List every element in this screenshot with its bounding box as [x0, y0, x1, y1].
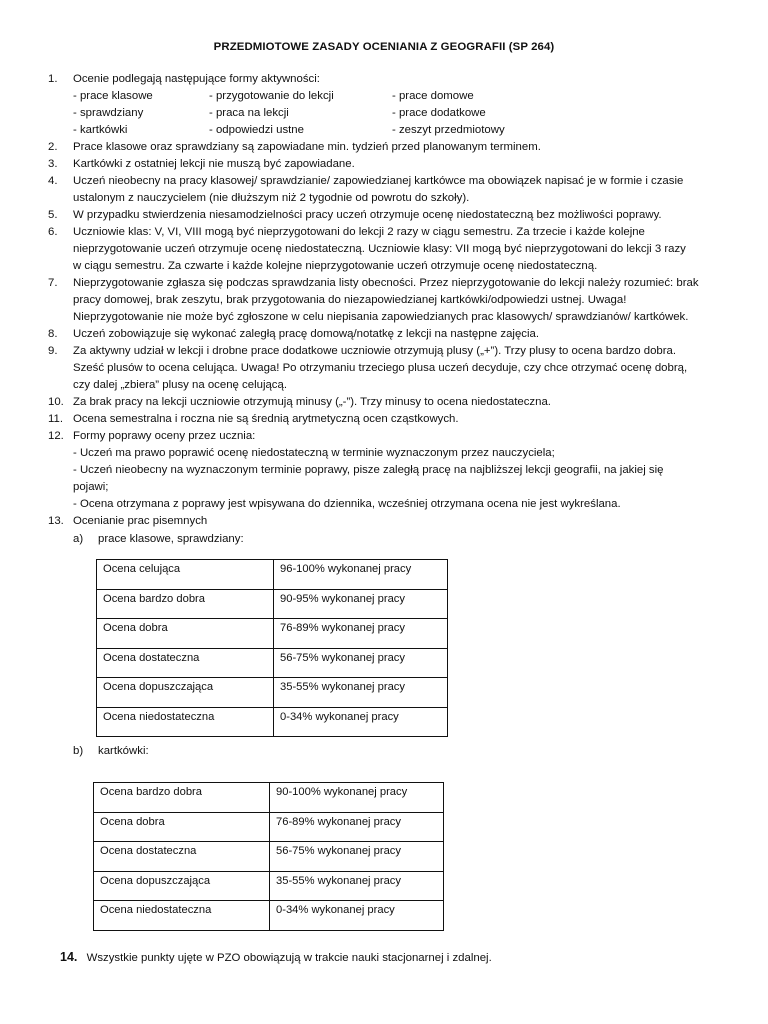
item-text: czy dalej „zbiera” plusy na ocenę celującą.	[73, 379, 288, 391]
subitem-a	[73, 531, 728, 548]
grade-name-cell: Ocena dopuszczająca	[94, 871, 270, 901]
item-text: Ocena semestralna i roczna nie są średnią arytmetyczną ocen cząstkowych.	[73, 413, 459, 425]
table-row	[94, 812, 444, 842]
grade-name-cell: Ocena bardzo dobra	[94, 783, 270, 813]
document-title: PRZEDMIOTOWE ZASADY OCENIANIA Z GEOGRAFII (SP 264)	[213, 41, 555, 53]
grade-threshold-cell: 76-89% wykonanej pracy	[270, 812, 444, 842]
grade-threshold-cell: 90-100% wykonanej pracy	[270, 783, 444, 813]
list-item-4	[48, 173, 728, 207]
item-text: Nieprzygotowanie zgłasza się podczas sprawdzania listy obecności. Przez nieprzygotowanie do lekcji należy rozumieć: brak	[73, 277, 699, 289]
item-number: 12.	[48, 430, 64, 442]
table-row	[97, 619, 448, 649]
list-item-10	[48, 394, 728, 411]
list-item-2	[48, 139, 728, 156]
grade-name-cell: Ocena niedostateczna	[94, 901, 270, 931]
grades-table-tests	[96, 559, 448, 737]
item-text: Ocenianie prac pisemnych	[73, 515, 208, 527]
item-number: 8.	[48, 328, 58, 340]
form-cell: - praca na lekcji	[209, 107, 289, 119]
grade-threshold-cell: 96-100% wykonanej pracy	[274, 560, 448, 590]
grade-name-cell: Ocena dobra	[97, 619, 274, 649]
table-row	[94, 842, 444, 872]
grade-threshold-cell: 56-75% wykonanej pracy	[274, 648, 448, 678]
grade-name-cell: Ocena dobra	[94, 812, 270, 842]
item-number: 11.	[48, 413, 63, 425]
grade-threshold-cell: 35-55% wykonanej pracy	[274, 678, 448, 708]
item-number: 10.	[48, 396, 64, 408]
item-text: Za aktywny udział w lekcji i drobne prace dodatkowe uczniowie otrzymują plusy („+”). Trzy plusy to ocena bardzo dobra.	[73, 345, 677, 357]
list-item-9	[48, 343, 728, 394]
item-number: 13.	[48, 515, 64, 527]
item-text: w ciągu semestru. Za czwarte i każde kolejne nieprzygotowanie uczeń otrzymuje ocenę niedostateczną.	[73, 260, 598, 272]
grade-threshold-cell: 76-89% wykonanej pracy	[274, 619, 448, 649]
item-number: 2.	[48, 141, 58, 153]
form-cell: - prace klasowe	[73, 90, 153, 102]
item-text: - Uczeń nieobecny na wyznaczonym terminie poprawy, pisze zaległą pracę na najbliższej lekcji geografii, na jakiej się	[73, 464, 664, 476]
form-cell: - prace domowe	[392, 90, 474, 102]
item-text: ustalonym z nauczycielem (nie dłuższym niż 2 tygodnie od powrotu do szkoły).	[73, 192, 470, 204]
item-number: 9.	[48, 345, 58, 357]
item-text: Nieprzygotowanie nie może być zgłoszone w celu niepisania zapowiedzianych prac klasowych/ sprawdzianów/ kartkówek.	[73, 311, 689, 323]
list-item-12	[48, 428, 728, 513]
activity-forms	[73, 88, 728, 139]
list-item-14	[60, 948, 492, 967]
table-row	[97, 560, 448, 590]
grades-table-quizzes	[93, 782, 444, 931]
rules-list	[48, 71, 728, 548]
item-number: 14.	[60, 950, 78, 964]
subitem-b	[73, 743, 149, 760]
item-text: Formy poprawy oceny przez ucznia:	[73, 430, 256, 442]
form-cell: - zeszyt przedmiotowy	[392, 124, 505, 136]
table-row	[94, 871, 444, 901]
item-text: Ocenie podlegają następujące formy aktywności:	[73, 73, 320, 85]
table-row	[97, 707, 448, 737]
form-cell: - odpowiedzi ustne	[209, 124, 304, 136]
grade-threshold-cell: 35-55% wykonanej pracy	[270, 871, 444, 901]
form-cell: - kartkówki	[73, 124, 128, 136]
subitem-text: prace klasowe, sprawdziany:	[98, 533, 244, 545]
list-item-1	[48, 71, 728, 139]
subitem-label: a)	[73, 533, 84, 545]
grade-threshold-cell: 0-34% wykonanej pracy	[274, 707, 448, 737]
item-number: 6.	[48, 226, 58, 238]
table-row	[94, 783, 444, 813]
list-item-3	[48, 156, 728, 173]
item-text: Prace klasowe oraz sprawdziany są zapowiadane min. tydzień przed planowanym terminem.	[73, 141, 541, 153]
grade-name-cell: Ocena dostateczna	[97, 648, 274, 678]
grade-name-cell: Ocena celująca	[97, 560, 274, 590]
subitem-text: kartkówki:	[98, 745, 149, 757]
grade-name-cell: Ocena dostateczna	[94, 842, 270, 872]
item-number: 4.	[48, 175, 58, 187]
item-text: Kartkówki z ostatniej lekcji nie muszą być zapowiadane.	[73, 158, 355, 170]
item-text: Uczeń nieobecny na pracy klasowej/ sprawdzianie/ zapowiedzianej kartkówce ma obowiązek napisać je w formie i czasie	[73, 175, 684, 187]
item-text: W przypadku stwierdzenia niesamodzielności pracy uczeń otrzymuje ocenę niedostateczną bez możliwości poprawy.	[73, 209, 662, 221]
item-text: pracy domowej, brak zeszytu, brak przygotowania do niezapowiedzianej kartkówki/odpowiedzi ustnej. Uwaga!	[73, 294, 627, 306]
list-item-8	[48, 326, 728, 343]
item-text: - Uczeń ma prawo poprawić ocenę niedostateczną w terminie wyznaczonym przez nauczyciela;	[73, 447, 555, 459]
grade-threshold-cell: 56-75% wykonanej pracy	[270, 842, 444, 872]
list-item-7	[48, 275, 728, 326]
table-row	[97, 678, 448, 708]
grade-name-cell: Ocena dopuszczająca	[97, 678, 274, 708]
table-row	[97, 589, 448, 619]
grade-threshold-cell: 0-34% wykonanej pracy	[270, 901, 444, 931]
item-number: 1.	[48, 73, 58, 85]
list-item-5	[48, 207, 728, 224]
subitem-label: b)	[73, 745, 84, 757]
item-text: Uczeń zobowiązuje się wykonać zaległą pracę domową/notatkę z lekcji na następne zajęcia.	[73, 328, 540, 340]
item-number: 3.	[48, 158, 58, 170]
grade-name-cell: Ocena bardzo dobra	[97, 589, 274, 619]
item-text: - Ocena otrzymana z poprawy jest wpisywana do dziennika, wcześniej otrzymana ocena nie jest wykreślana.	[73, 498, 621, 510]
list-item-6	[48, 224, 728, 275]
list-item-13	[48, 513, 728, 548]
item-number: 7.	[48, 277, 58, 289]
item-text: pojawi;	[73, 481, 109, 493]
form-cell: - przygotowanie do lekcji	[209, 90, 334, 102]
item-text: Sześć plusów to ocena celująca. Uwaga! Po otrzymaniu trzeciego plusa uczeń decyduje, czy chce otrzymać ocenę dobrą,	[73, 362, 688, 374]
list-item-11	[48, 411, 728, 428]
item-text: Uczniowie klas: V, VI, VIII mogą być nieprzygotowani do lekcji 2 razy w ciągu semestru. Za trzecie i każde kolejne	[73, 226, 645, 238]
item-number: 5.	[48, 209, 58, 221]
form-cell: - sprawdziany	[73, 107, 144, 119]
table-row	[97, 648, 448, 678]
table-row	[94, 901, 444, 931]
grade-name-cell: Ocena niedostateczna	[97, 707, 274, 737]
grade-threshold-cell: 90-95% wykonanej pracy	[274, 589, 448, 619]
item-text: Wszystkie punkty ujęte w PZO obowiązują w trakcie nauki stacjonarnej i zdalnej.	[86, 952, 492, 964]
item-text: nieprzygotowanie uczeń otrzymuje ocenę niedostateczną. Uczniowie klasy: VII mogą być nieprzygotowani do lekcji 3 razy	[73, 243, 686, 255]
item-text: Za brak pracy na lekcji uczniowie otrzymują minusy („-”). Trzy minusy to ocena niedostateczna.	[73, 396, 551, 408]
form-cell: - prace dodatkowe	[392, 107, 486, 119]
